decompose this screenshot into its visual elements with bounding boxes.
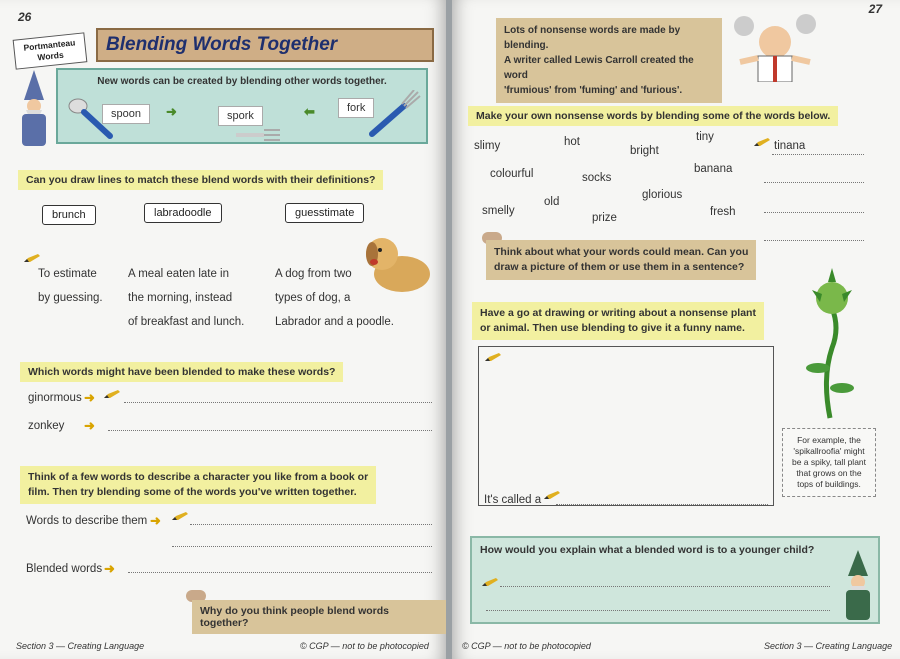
blended-label: Blended words (26, 563, 103, 575)
blend-word-zonkey: zonkey (28, 420, 65, 432)
example-word2: fork (338, 98, 374, 118)
answer-line[interactable] (128, 572, 432, 573)
plant-prompt: Have a go at drawing or writing about a nonsense plant or animal. Then use blending to give it a funny name. (472, 302, 764, 340)
pencil-icon (482, 578, 498, 588)
explain-box (470, 536, 880, 624)
plant-icon (792, 268, 868, 420)
footer-right: Section 3 — Creating Language (764, 641, 893, 651)
explain-question: How would you explain what a blended word is to a younger child? (480, 544, 815, 556)
answer-line[interactable] (556, 504, 768, 505)
title-banner (96, 28, 434, 62)
answer-line[interactable] (772, 154, 864, 155)
arrow-icon: ⬅ (304, 104, 315, 119)
pencil-icon (754, 138, 770, 148)
footer-left: Section 3 — Creating Language (16, 641, 145, 651)
left-page (0, 0, 446, 659)
word-prize: prize (592, 212, 617, 224)
drawing-box[interactable] (478, 346, 774, 506)
answer-line[interactable] (190, 524, 432, 525)
word-banana: banana (694, 163, 733, 175)
page-title: Blending Words Together (106, 34, 338, 55)
example-note: For example, the 'spikallroofia' might be a spiky, tall plant that grows on the tops of buildings. (782, 428, 876, 497)
word-tiny: tiny (696, 131, 714, 143)
chip-guesstimate: guesstimate (285, 203, 364, 223)
arrow-icon: ➜ (84, 418, 95, 433)
answer-line[interactable] (500, 586, 830, 587)
blend-word-ginormous: ginormous (28, 392, 82, 404)
definition-estimate: To estimate by guessing. (38, 268, 103, 304)
answer-line[interactable] (764, 212, 864, 213)
answer-line[interactable] (172, 546, 432, 547)
describe-label: Words to describe them (26, 515, 148, 527)
fork-icon (364, 90, 422, 140)
example-result: spork (218, 106, 263, 126)
arrow-icon: ➜ (166, 104, 177, 119)
page-number-left: 26 (18, 10, 32, 24)
why-question: Why do you think people blend words together? (192, 600, 446, 634)
word-slimy: slimy (474, 140, 501, 152)
word-colourful: colourful (490, 168, 534, 180)
pencil-icon (485, 353, 501, 363)
portmanteau-badge: Portmanteau Words (13, 32, 88, 69)
word-bright: bright (630, 145, 659, 157)
answer-line[interactable] (764, 182, 864, 183)
answer-line[interactable] (486, 610, 830, 611)
chip-labradoodle: labradoodle (144, 203, 222, 223)
word-old: old (544, 196, 560, 208)
chip-brunch: brunch (42, 205, 96, 225)
pencil-icon (104, 390, 120, 400)
pencil-icon (172, 512, 188, 522)
man-icon (730, 12, 820, 82)
which-question: Which words might have been blended to make these words? (20, 362, 343, 382)
footer-right: © CGP — not to be photocopied (300, 641, 429, 651)
answer-line[interactable] (764, 240, 864, 241)
pencil-icon (544, 491, 560, 501)
arrow-icon: ➜ (84, 390, 95, 405)
answer-line[interactable] (108, 430, 432, 431)
definition-dog: A dog from two types of dog, a Labrador and a poodle. (275, 268, 394, 328)
word-socks: socks (582, 172, 612, 184)
intro-box (56, 68, 428, 144)
page-number-right: 27 (868, 2, 882, 16)
info-box: Lots of nonsense words are made by blending. A writer called Lewis Carroll created the word 'frumious' from 'fuming' and 'furious'. (496, 18, 722, 103)
think-prompt: Think about what your words could mean. Can you draw a picture of them or use them in a sentence? (486, 240, 756, 280)
wizard-icon (838, 550, 878, 622)
word-fresh: fresh (710, 206, 736, 218)
word-smelly: smelly (482, 205, 515, 217)
match-question: Can you draw lines to match these blend words with their definitions? (18, 170, 383, 190)
example-answer: tinana (774, 140, 806, 152)
footer-left: © CGP — not to be photocopied (462, 641, 591, 651)
arrow-icon: ➜ (104, 561, 115, 576)
example-word1: spoon (102, 104, 150, 124)
definition-meal: A meal eaten late in the morning, instead of breakfast and lunch. (128, 268, 245, 328)
intro-text: New words can be created by blending other words together. (97, 76, 387, 87)
spork-icon (234, 128, 282, 142)
right-page (452, 0, 900, 659)
character-prompt: Think of a few words to describe a character you like from a book or film. Then try blending some of the words you've written together. (20, 466, 376, 504)
called-label: It's called a (484, 494, 542, 506)
wizard-icon (14, 70, 54, 148)
arrow-icon: ➜ (150, 513, 161, 528)
word-glorious: glorious (642, 189, 683, 201)
word-hot: hot (564, 136, 580, 148)
answer-line[interactable] (124, 402, 432, 403)
make-prompt: Make your own nonsense words by blending some of the words below. (468, 106, 838, 126)
